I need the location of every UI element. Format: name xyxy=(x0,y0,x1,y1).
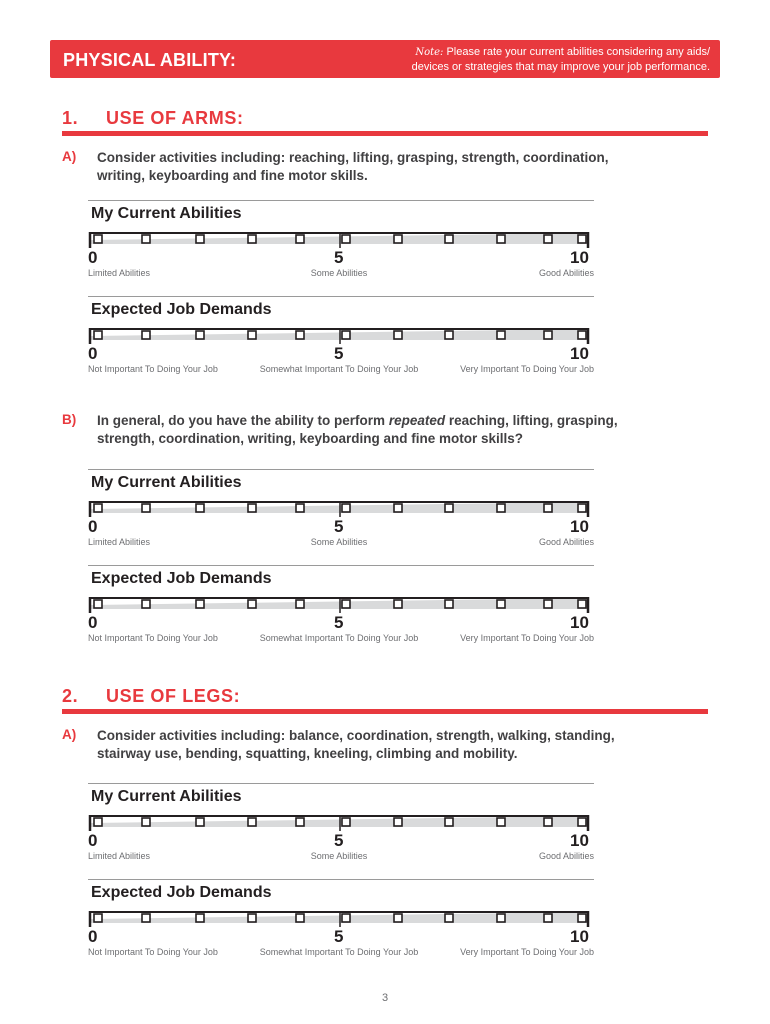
scale-high-label: Very Important To Doing Your Job xyxy=(460,364,594,374)
scale-bar xyxy=(88,320,594,346)
note-line-1: Please rate your current abilities considering any aids/ xyxy=(446,46,710,58)
scale-high-label: Very Important To Doing Your Job xyxy=(460,947,594,957)
scale-max-value: 10 xyxy=(570,613,589,632)
banner-note xyxy=(370,45,710,74)
rating-scale xyxy=(88,879,594,969)
section-title: USE OF LEGS: xyxy=(106,686,241,706)
scale-top-rule xyxy=(88,296,594,297)
question-text xyxy=(97,412,682,448)
rating-checkbox[interactable] xyxy=(445,504,453,512)
rating-checkbox[interactable] xyxy=(342,504,350,512)
scale-min-value: 0 xyxy=(88,613,98,632)
rating-checkbox[interactable] xyxy=(497,235,505,243)
scale-max-value: 10 xyxy=(570,248,589,267)
scale-title: My Current Abilities xyxy=(91,474,242,491)
rating-checkbox[interactable] xyxy=(248,331,256,339)
rating-checkbox[interactable] xyxy=(578,504,586,512)
scale-gradient-wedge xyxy=(90,816,588,827)
scale-bar xyxy=(88,224,594,250)
rating-checkbox[interactable] xyxy=(196,818,204,826)
question-letter: A) xyxy=(62,149,77,164)
rating-checkbox[interactable] xyxy=(94,235,102,243)
rating-checkbox[interactable] xyxy=(394,235,402,243)
banner-title: PHYSICAL ABILITY: xyxy=(63,50,237,70)
scale-max-value: 10 xyxy=(570,927,589,946)
rating-checkbox[interactable] xyxy=(248,235,256,243)
scale-mid-value: 5 xyxy=(334,831,344,850)
section-divider xyxy=(62,709,708,714)
question-line: Consider activities including: reaching, lifting, grasping, strength, coordination, xyxy=(97,150,609,165)
rating-checkbox[interactable] xyxy=(142,818,150,826)
rating-checkbox[interactable] xyxy=(544,600,552,608)
question-text xyxy=(97,727,682,763)
question-emphasis: repeated xyxy=(388,413,446,428)
scale-max-value: 10 xyxy=(570,517,589,536)
question-line: Consider activities including: balance, coordination, strength, walking, standing, xyxy=(97,728,615,743)
rating-checkbox[interactable] xyxy=(544,818,552,826)
scale-gradient-wedge xyxy=(90,502,588,513)
scale-high-label: Good Abilities xyxy=(538,537,594,547)
scale-top-rule xyxy=(88,879,594,880)
scale-low-label: Limited Abilities xyxy=(88,851,151,861)
note-label: Note: xyxy=(415,47,444,58)
rating-checkbox[interactable] xyxy=(94,914,102,922)
scale-low-label: Not Important To Doing Your Job xyxy=(88,364,218,374)
rating-checkbox[interactable] xyxy=(578,235,586,243)
scale-min-value: 0 xyxy=(88,927,98,946)
scale-top-rule xyxy=(88,783,594,784)
scale-mid-label: Some Abilities xyxy=(310,537,368,547)
rating-checkbox[interactable] xyxy=(142,504,150,512)
rating-checkbox[interactable] xyxy=(578,331,586,339)
section-title: USE OF ARMS: xyxy=(106,108,244,128)
question-line xyxy=(97,412,682,430)
question-letter: B) xyxy=(62,412,77,427)
scale-bar xyxy=(88,589,594,615)
scale-top-rule xyxy=(88,565,594,566)
rating-checkbox[interactable] xyxy=(296,504,304,512)
rating-checkbox[interactable] xyxy=(248,914,256,922)
scale-min-value: 0 xyxy=(88,517,98,536)
rating-checkbox[interactable] xyxy=(196,235,204,243)
rating-checkbox[interactable] xyxy=(394,504,402,512)
scale-mid-value: 5 xyxy=(334,248,344,267)
section-header-arms xyxy=(62,108,708,136)
note-line-2: devices or strategies that may improve your job performance. xyxy=(411,61,710,73)
rating-checkbox[interactable] xyxy=(296,235,304,243)
rating-checkbox[interactable] xyxy=(296,331,304,339)
scale-title: Expected Job Demands xyxy=(91,884,272,901)
rating-scale xyxy=(88,783,594,873)
scale-mid-value: 5 xyxy=(334,517,344,536)
scale-mid-value: 5 xyxy=(334,613,344,632)
rating-scale xyxy=(88,469,594,559)
scale-bar xyxy=(88,903,594,929)
rating-checkbox[interactable] xyxy=(142,235,150,243)
rating-checkbox[interactable] xyxy=(394,331,402,339)
question-line: stairway use, bending, squatting, kneeling, climbing and mobility. xyxy=(97,746,518,761)
rating-checkbox[interactable] xyxy=(578,818,586,826)
rating-checkbox[interactable] xyxy=(196,914,204,922)
rating-checkbox[interactable] xyxy=(342,331,350,339)
section-divider xyxy=(62,131,708,136)
scale-gradient-wedge xyxy=(90,233,588,244)
rating-checkbox[interactable] xyxy=(248,600,256,608)
rating-checkbox[interactable] xyxy=(296,818,304,826)
rating-checkbox[interactable] xyxy=(248,818,256,826)
rating-checkbox[interactable] xyxy=(342,600,350,608)
rating-checkbox[interactable] xyxy=(445,600,453,608)
rating-checkbox[interactable] xyxy=(497,504,505,512)
rating-checkbox[interactable] xyxy=(544,331,552,339)
rating-checkbox[interactable] xyxy=(445,818,453,826)
rating-checkbox[interactable] xyxy=(497,331,505,339)
scale-title: Expected Job Demands xyxy=(91,301,272,318)
rating-checkbox[interactable] xyxy=(497,600,505,608)
scale-gradient-wedge xyxy=(90,598,588,609)
scale-high-label: Good Abilities xyxy=(538,268,594,278)
rating-checkbox[interactable] xyxy=(342,914,350,922)
rating-checkbox[interactable] xyxy=(94,504,102,512)
section-banner xyxy=(50,40,720,78)
rating-checkbox[interactable] xyxy=(578,914,586,922)
rating-scale xyxy=(88,296,594,386)
scale-min-value: 0 xyxy=(88,344,98,363)
scale-title: Expected Job Demands xyxy=(91,570,272,587)
scale-high-label: Very Important To Doing Your Job xyxy=(460,633,594,643)
scale-mid-label: Some Abilities xyxy=(310,851,368,861)
scale-gradient-wedge xyxy=(90,329,588,340)
question-text-part: In general, do you have the ability to perform xyxy=(97,413,389,428)
rating-checkbox[interactable] xyxy=(296,600,304,608)
rating-checkbox[interactable] xyxy=(342,235,350,243)
scale-title: My Current Abilities xyxy=(91,788,242,805)
rating-checkbox[interactable] xyxy=(445,914,453,922)
rating-checkbox[interactable] xyxy=(142,331,150,339)
rating-checkbox[interactable] xyxy=(394,600,402,608)
page-number: 3 xyxy=(381,992,389,1004)
scale-high-label: Good Abilities xyxy=(538,851,594,861)
scale-max-value: 10 xyxy=(570,344,589,363)
question-text-part: reaching, lifting, grasping, xyxy=(445,413,618,428)
section-number: 1. xyxy=(62,108,79,128)
scale-gradient-wedge xyxy=(90,912,588,923)
scale-mid-label: Somewhat Important To Doing Your Job xyxy=(259,947,419,957)
scale-min-value: 0 xyxy=(88,831,98,850)
rating-checkbox[interactable] xyxy=(497,914,505,922)
scale-mid-value: 5 xyxy=(334,927,344,946)
rating-checkbox[interactable] xyxy=(94,818,102,826)
question-line: writing, keyboarding and fine motor skills. xyxy=(97,168,368,183)
rating-checkbox[interactable] xyxy=(394,818,402,826)
rating-checkbox[interactable] xyxy=(578,600,586,608)
scale-mid-label: Some Abilities xyxy=(310,268,368,278)
scale-mid-label: Somewhat Important To Doing Your Job xyxy=(259,633,419,643)
question-letter: A) xyxy=(62,727,77,742)
rating-checkbox[interactable] xyxy=(142,914,150,922)
scale-top-rule xyxy=(88,200,594,201)
rating-checkbox[interactable] xyxy=(196,331,204,339)
rating-checkbox[interactable] xyxy=(544,914,552,922)
scale-bar xyxy=(88,493,594,519)
scale-low-label: Limited Abilities xyxy=(88,268,151,278)
rating-checkbox[interactable] xyxy=(196,504,204,512)
section-header-legs xyxy=(62,686,708,714)
rating-checkbox[interactable] xyxy=(296,914,304,922)
rating-scale xyxy=(88,565,594,655)
rating-checkbox[interactable] xyxy=(445,331,453,339)
question-line: strength, coordination, writing, keyboarding and fine motor skills? xyxy=(97,431,524,446)
rating-checkbox[interactable] xyxy=(544,504,552,512)
scale-top-rule xyxy=(88,469,594,470)
scale-low-label: Not Important To Doing Your Job xyxy=(88,947,218,957)
scale-mid-label: Somewhat Important To Doing Your Job xyxy=(259,364,419,374)
scale-low-label: Not Important To Doing Your Job xyxy=(88,633,218,643)
rating-checkbox[interactable] xyxy=(342,818,350,826)
rating-checkbox[interactable] xyxy=(94,600,102,608)
rating-checkbox[interactable] xyxy=(248,504,256,512)
rating-scale xyxy=(88,200,594,290)
scale-title: My Current Abilities xyxy=(91,205,242,222)
scale-low-label: Limited Abilities xyxy=(88,537,151,547)
rating-checkbox[interactable] xyxy=(544,235,552,243)
scale-mid-value: 5 xyxy=(334,344,344,363)
rating-checkbox[interactable] xyxy=(196,600,204,608)
scale-bar xyxy=(88,807,594,833)
rating-checkbox[interactable] xyxy=(394,914,402,922)
section-number: 2. xyxy=(62,686,79,706)
scale-max-value: 10 xyxy=(570,831,589,850)
scale-min-value: 0 xyxy=(88,248,98,267)
rating-checkbox[interactable] xyxy=(142,600,150,608)
rating-checkbox[interactable] xyxy=(94,331,102,339)
question-text xyxy=(97,149,682,185)
rating-checkbox[interactable] xyxy=(445,235,453,243)
rating-checkbox[interactable] xyxy=(497,818,505,826)
